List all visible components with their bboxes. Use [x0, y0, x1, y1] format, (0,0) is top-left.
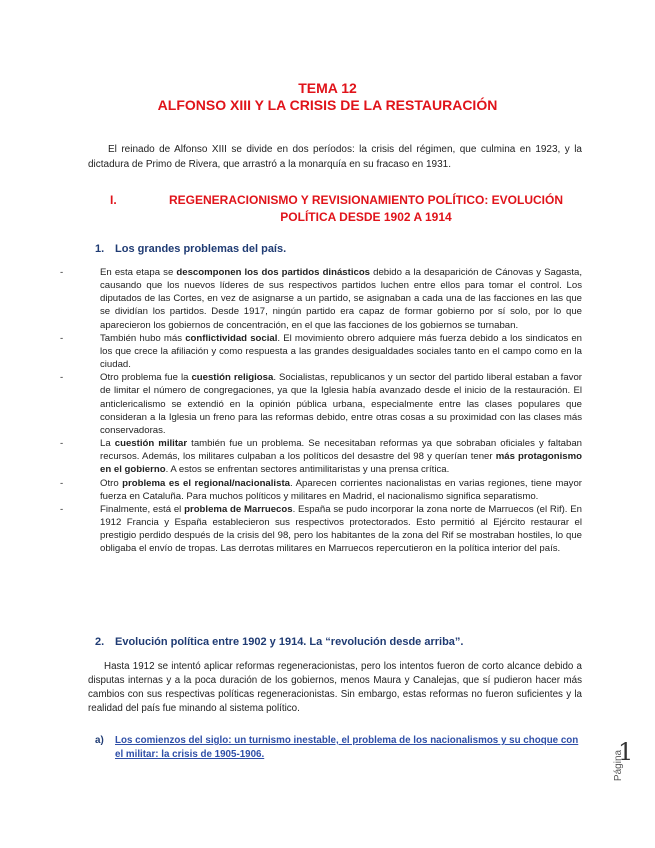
- bullet-dash: -: [60, 477, 64, 489]
- list-item: [60, 332, 582, 371]
- text-run: . Socialistas, republicanos y un sector del partido liberal estaban a favor de limitar el número de congregaciones, ya que la Iglesia había avanzado desde el inicio de la restauración. El anticlericalismo se extendió en la opinión pública urbana, especialmente entre las clases populares que consideran a la Iglesia un freno para las reformas debido, entre otras cosas a su proximidad con las clases más conservadoras.: [100, 372, 582, 436]
- bullet-dash: -: [60, 503, 64, 515]
- bullet-dash: -: [60, 267, 64, 278]
- bold-text: conflictividad social: [185, 332, 278, 344]
- text-run: debido a la desaparición de Cánovas y Sagasta, causando que los nuevos líderes de sus respectivos partidos luchen entre ellos para tomar el control. Los diputados de las Cortes, en vez de asignarse a un partido, se asignaban a cada una de las facciones en las que se dividían los partidos. Desde 1917, ningún partido era capaz de formar gobierno por sí solo, por lo que aparecieron los gobiernos de concentración, en el que las facciones de los gobiernos se turnaban.: [100, 267, 582, 331]
- subsection-heading-1: [95, 243, 286, 255]
- list-item: [60, 266, 582, 332]
- text-run: También hubo más: [100, 332, 186, 344]
- text-run: también fue un problema. Se necesitaban reformas ya que sobraban oficiales y faltaban recursos. Además, los militares culpaban a los políticos del desastre del 98 y querían tener: [100, 438, 583, 463]
- topic-number: TEMA 12: [298, 80, 357, 96]
- bullet-dash: -: [60, 372, 64, 384]
- bold-text: descomponen los dos partidos dinásticos: [176, 267, 371, 278]
- text-run: . España se pudo incorporar la zona norte de Marruecos (el Rif). En 1912 Francia y España establecieron sus respectivos protectorados. Esto permitió al Ejército restaurar el prestigio perdido después de la crisis del 98, pero los habitantes de la zona del Rif se mostraban hostiles, lo que obligaba el envío de tropas. Las derrotas militares en Marruecos repercutieron en la política interior del país.: [100, 503, 582, 555]
- bold-text: cuestión militar: [114, 438, 188, 450]
- text-run: . A estos se enfrentan sectores antimilitaristas y una prensa crítica.: [165, 464, 450, 476]
- text-run: Finalmente, está el: [100, 503, 185, 515]
- list-item: [60, 437, 582, 476]
- subsection-number: 1.: [95, 243, 105, 255]
- text-run: . Aparecen corrientes nacionalistas en varias regiones, tiene mayor fuerza en Cataluña. Para muchos políticos y militares en Madrid, el nacionalismo significa separatismo.: [100, 477, 582, 502]
- section-title: REGENERACIONISMO Y REVISIONAMIENTO POLÍTICO: EVOLUCIÓN POLÍTICA DESDE 1902 A 1914: [168, 193, 564, 224]
- text-run: . El movimiento obrero adquiere más fuerza debido a los sindicatos en los que crece la afiliación y como respuesta a las grandes desigualdades sociales tanto en el campo como en la ciudad.: [100, 332, 582, 371]
- page-word: Página: [613, 749, 625, 782]
- subsection-title: Los grandes problemas del país.: [115, 243, 287, 255]
- subsection-heading-2: [95, 636, 463, 648]
- subsection-number: 2.: [95, 636, 105, 648]
- bullet-dash: -: [60, 438, 64, 450]
- text-run: Otro problema fue la: [100, 372, 192, 384]
- subheading-a: [95, 734, 582, 762]
- bold-text: más protagonismo en el gobierno: [100, 451, 582, 476]
- page-digit: 1: [618, 738, 634, 766]
- text-run: En esta etapa se: [100, 267, 177, 278]
- subsection-title: Evolución política entre 1902 y 1914. La “revolución desde arriba”.: [115, 636, 464, 648]
- text-run: La: [100, 438, 115, 450]
- bold-text: problema de Marruecos: [184, 503, 293, 515]
- bold-text: problema es el regional/nacionalista: [122, 477, 290, 489]
- page-number: [608, 738, 648, 798]
- bullet-dash: -: [60, 332, 64, 344]
- problems-list: [60, 266, 582, 555]
- subheading-link[interactable]: Los comienzos del siglo: un turnismo inestable, el problema de los nacionalismos y su choque con el militar: la crisis de 1905-1906.: [115, 735, 579, 760]
- list-item: [60, 503, 582, 556]
- intro-paragraph: El reinado de Alfonso XIII se divide en dos períodos: la crisis del régimen, que culmina en 1923, y la dictadura de Primo de Rivera, que arrastró a la monarquía en su fracaso en 1931.: [88, 144, 582, 170]
- list-item: [60, 477, 582, 503]
- page-title: ALFONSO XIII Y LA CRISIS DE LA RESTAURACIÓN: [157, 97, 498, 113]
- bold-text: cuestión religiosa: [191, 372, 274, 384]
- section-number: I.: [110, 193, 117, 207]
- subheading-label: a): [95, 735, 104, 746]
- list-item: [60, 371, 582, 437]
- text-run: Otro: [100, 477, 123, 489]
- body-paragraph: Hasta 1912 se intentó aplicar reformas regeneracionistas, pero los intentos fueron de corto alcance debido a disputas internas y a la poca duración de los gobiernos, menos Maura y Canalejas, que sí pudieron hacer más cambios con sus respectivas políticas regeneracionistas. Sin embargo, estas reformas no fueron suficientes y la realidad del país fue minando al sistema político.: [88, 661, 582, 714]
